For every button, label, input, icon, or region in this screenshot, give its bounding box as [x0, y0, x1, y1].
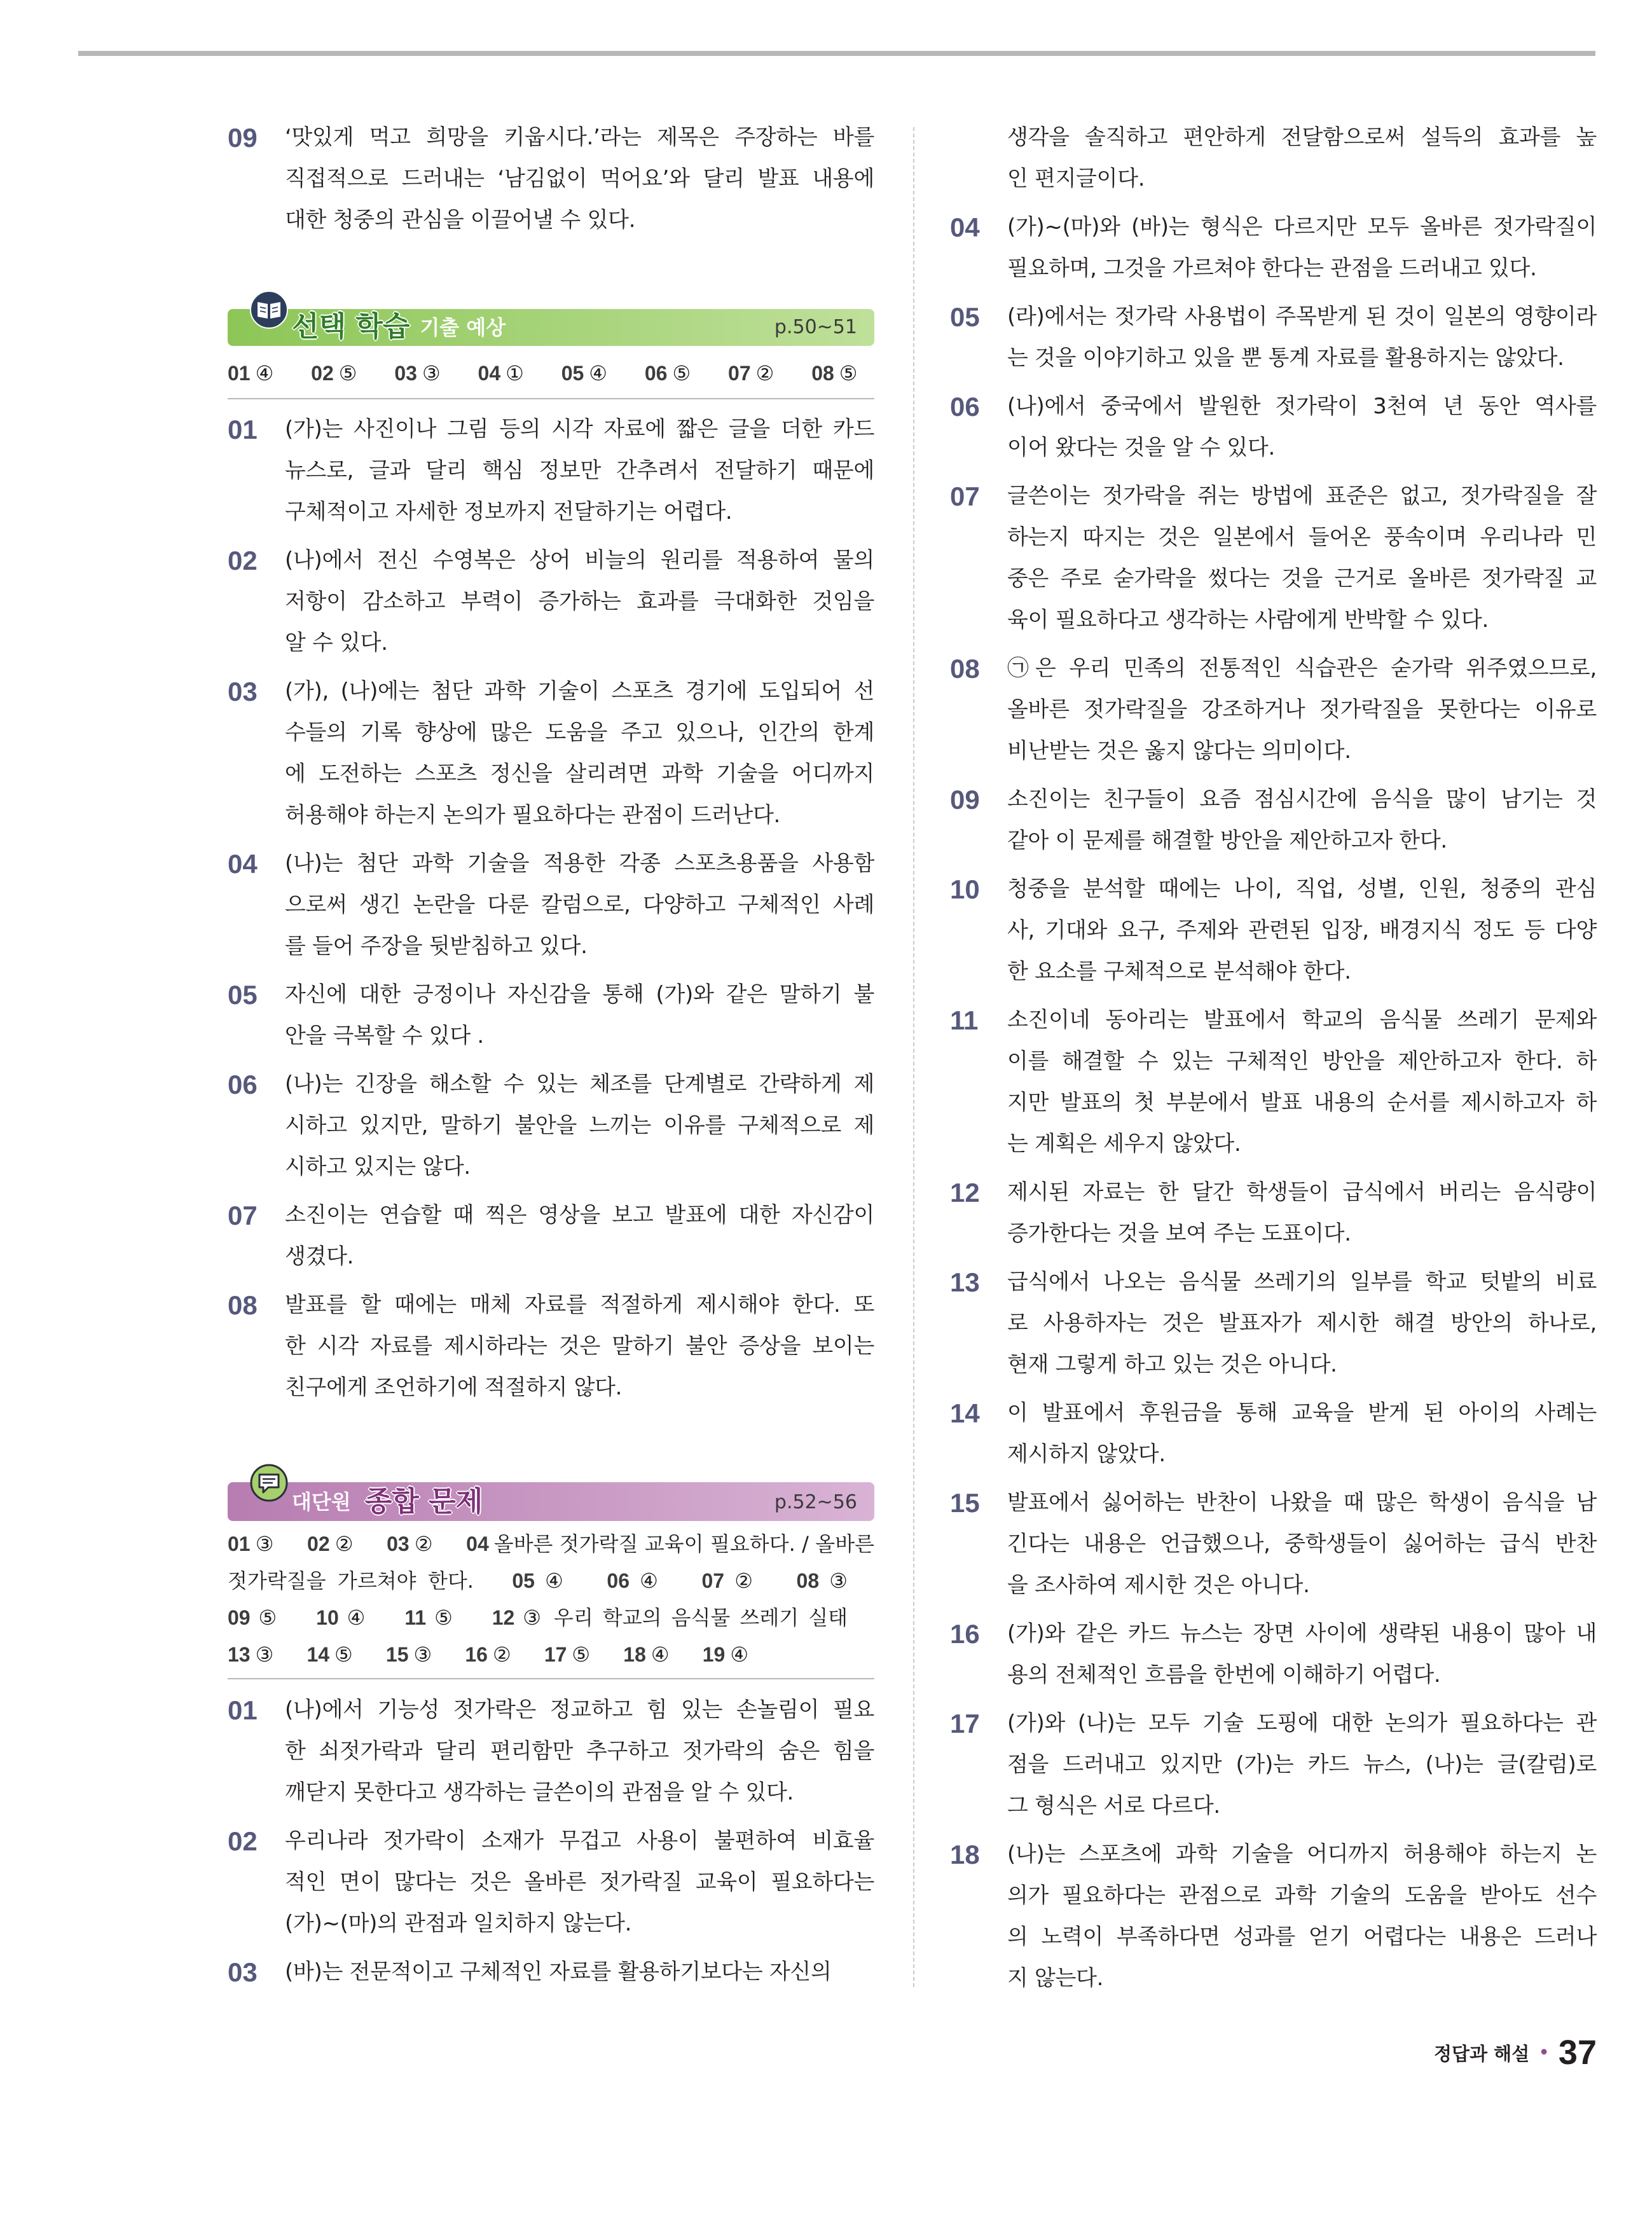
item-text — [1007, 386, 1597, 469]
item-number: 15 — [950, 1488, 980, 1518]
text-line: 이를 해결할 수 있는 구체적인 방안을 제안하고자 한다. 하 — [1007, 1049, 1597, 1074]
answer-number: 06 — [644, 362, 668, 385]
text-line: 증가한다는 것을 보여 주는 도표이다. — [1007, 1221, 1351, 1246]
explanation-item-16 — [950, 1613, 1597, 1696]
text-line: 시하고 있지는 않다. — [285, 1154, 471, 1180]
item-text — [285, 117, 874, 241]
answer-number: 03 — [394, 362, 417, 385]
answer-value: ④ — [255, 361, 274, 385]
item-number: 09 — [950, 785, 980, 815]
answer-value: 올바른 젓가락질 교육이 필요하다. / 올바른 젓가락질을 가르쳐야 한다. — [228, 1532, 875, 1593]
item-number: 04 — [228, 849, 258, 879]
item-text — [1007, 1000, 1597, 1165]
text-line: 깨닫지 못한다고 생각하는 글쓴이의 관점을 알 수 있다. — [285, 1780, 794, 1805]
explanation-item-09 — [950, 779, 1597, 862]
explanation-item-10 — [950, 869, 1597, 993]
answer-number: 19 — [702, 1643, 726, 1666]
text-line: 한 쇠젓가락과 달리 편리함만 추구하고 젓가락의 숨은 힘을 — [285, 1738, 874, 1764]
explanation-item-06 — [228, 1064, 874, 1188]
explanation-item-09 — [228, 117, 874, 241]
text-line: 알 수 있다. — [285, 630, 388, 656]
explanation-item-04 — [950, 207, 1597, 289]
explanation-item-01 — [228, 1690, 874, 1814]
answer-entry-16 — [465, 1642, 511, 1667]
answer-value: ③ — [422, 361, 441, 385]
text-line: 친구에게 조언하기에 적절하지 않다. — [285, 1375, 623, 1400]
item-number: 06 — [228, 1070, 258, 1099]
answer-value: ⑤ — [839, 361, 858, 385]
text-line: 그 형식은 서로 다르다. — [1007, 1793, 1220, 1819]
text-line: (바)는 전문적이고 구체적인 자료를 활용하기보다는 자신의 — [285, 1959, 832, 1985]
item-text — [285, 1195, 874, 1277]
item-text — [1007, 476, 1597, 641]
answer-value: ② — [414, 1532, 433, 1556]
text-line: 을 조사하여 제시한 것은 아니다. — [1007, 1573, 1310, 1598]
answer-entry-14 — [306, 1642, 352, 1667]
top-rule — [78, 51, 1595, 56]
text-line: 직접적으로 드러내는 ‘남김없이 먹어요’와 달리 발표 내용에 — [285, 166, 874, 191]
text-line: 한 시각 자료를 제시하라는 것은 말하기 불안 증상을 보이는 — [285, 1333, 874, 1359]
text-line: (가)와 같은 카드 뉴스는 장면 사이에 생략된 내용이 많아 내 — [1007, 1621, 1597, 1646]
answer-value: ⑤ — [431, 1606, 456, 1630]
column-divider — [913, 127, 914, 1987]
text-line: (나)에서 전신 수영복은 상어 비늘의 원리를 적용하여 물의 — [285, 547, 874, 573]
text-line: 글쓴이는 젓가락을 쥐는 방법에 표준은 없고, 젓가락질을 잘 — [1007, 483, 1597, 509]
section-subtitle: 기출 예상 — [420, 315, 506, 340]
text-line: 뉴스로, 글과 달리 핵심 정보만 간추려서 전달하기 때문에 — [285, 458, 874, 483]
answer-entry-01 — [228, 359, 305, 387]
text-line: 의 노력이 부족하다면 성과를 얻기 어렵다는 내용은 드러나 — [1007, 1924, 1597, 1950]
answer-value: ① — [506, 361, 524, 385]
explanation-item-01 — [228, 409, 874, 533]
answer-number: 14 — [306, 1643, 330, 1666]
explanation-item-06 — [950, 386, 1597, 469]
answer-key-unit-review — [228, 1525, 874, 1673]
answer-value: ③ — [255, 1532, 274, 1556]
footer-section-label: 정답과 해설 — [1434, 2042, 1530, 2065]
item-text — [285, 540, 874, 664]
text-line: (가)와 (나)는 모두 기술 도핑에 대한 논의가 필요하다는 관 — [1007, 1710, 1597, 1736]
item-number: 14 — [950, 1398, 980, 1428]
answer-entry-07 — [728, 359, 805, 387]
text-line: 발표에서 싫어하는 반찬이 나왔을 때 많은 학생이 음식을 남 — [1007, 1490, 1597, 1515]
answer-entry-06 — [645, 359, 722, 387]
text-line: 제시된 자료는 한 달간 학생들이 급식에서 버리는 음식량이 — [1007, 1180, 1597, 1205]
text-line: 우리나라 젓가락이 소재가 무겁고 사용이 불편하여 비효율 — [285, 1828, 874, 1854]
text-line: 로 사용하자는 것은 발표자가 제시한 해결 방안의 하나로, — [1007, 1311, 1597, 1336]
continued-text — [1007, 117, 1597, 200]
answer-entry-05 — [512, 1569, 568, 1593]
explanations-unit-review-right — [950, 117, 1597, 1999]
answer-entry-15 — [386, 1642, 432, 1667]
answer-number: 18 — [623, 1643, 646, 1666]
text-line: 적인 면이 많다는 것은 올바른 젓가락질 교육이 필요하다는 — [285, 1869, 874, 1895]
text-line: 하는지 따지는 것은 일본에서 들어온 풍속이며 우리나라 민 — [1007, 525, 1597, 550]
item-number: 06 — [950, 392, 980, 422]
explanation-item-03 — [228, 671, 874, 836]
answer-number: 13 — [228, 1643, 251, 1666]
answer-value: ③ — [255, 1642, 274, 1667]
text-line: 에 도전하는 스포츠 정신을 살리려면 과학 기술을 어디까지 — [285, 761, 874, 787]
answer-number: 15 — [385, 1643, 409, 1666]
item-number: 02 — [228, 1826, 258, 1856]
item-text — [285, 1820, 874, 1944]
text-line: (나)는 긴장을 해소할 수 있는 체조를 단계별로 간략하게 제 — [285, 1071, 874, 1097]
answer-number: 03 — [387, 1532, 410, 1555]
item-text — [285, 671, 874, 836]
answer-number: 11 — [404, 1606, 427, 1629]
section-page-range: p.50~51 — [774, 316, 857, 338]
explanations-unit-review-left — [228, 1690, 874, 1993]
answer-value: ② — [334, 1532, 354, 1556]
page-number: 37 — [1558, 2034, 1597, 2072]
text-line: 자신에 대한 긍정이나 자신감을 통해 (가)와 같은 말하기 불 — [285, 982, 874, 1007]
answer-entry-13 — [228, 1642, 273, 1667]
item-text — [1007, 1482, 1597, 1606]
text-line: (가)는 사진이나 그림 등의 시각 자료에 짧은 글을 더한 카드 — [285, 416, 874, 442]
explanation-item-03-continued — [950, 117, 1597, 200]
answer-value: ④ — [589, 361, 607, 385]
text-line: 이어 왔다는 것을 알 수 있다. — [1007, 435, 1276, 460]
answer-value: ④ — [634, 1569, 664, 1593]
text-line: 올바른 젓가락질을 강조하거나 젓가락질을 못한다는 이유로 — [1007, 697, 1597, 722]
text-line: 저항이 감소하고 부력이 증가하는 효과를 극대화한 것임을 — [285, 589, 874, 614]
section-header-selective-study — [228, 309, 874, 346]
answer-number: 08 — [796, 1569, 820, 1592]
answer-number: 17 — [544, 1643, 567, 1666]
answer-number: 04 — [466, 1532, 489, 1555]
section-label: 대단원 — [292, 1490, 351, 1514]
explanation-item-02 — [228, 1820, 874, 1944]
item-number: 07 — [950, 481, 980, 511]
text-line: 의가 필요하다는 관점으로 과학 기술의 도움을 받아도 선수 — [1007, 1883, 1597, 1908]
section-title: 선택 학습 — [292, 310, 410, 343]
item-text — [285, 409, 874, 533]
answer-number: 06 — [607, 1569, 630, 1592]
item-text — [285, 1064, 874, 1188]
item-text — [1007, 207, 1597, 289]
item-number: 12 — [950, 1178, 980, 1208]
answer-entry-17 — [544, 1642, 590, 1667]
answer-entry-01 — [228, 1532, 274, 1556]
item-text — [1007, 648, 1597, 772]
explanation-item-08 — [950, 648, 1597, 772]
answer-entry-08 — [811, 359, 888, 387]
answer-number: 09 — [228, 1606, 251, 1629]
section-title: 종합 문제 — [364, 1485, 483, 1518]
answer-value: ③ — [824, 1569, 848, 1593]
text-line: 같아 이 문제를 해결할 방안을 제안하고자 한다. — [1007, 828, 1447, 853]
answer-number: 05 — [561, 362, 584, 385]
text-line: (가), (나)에는 첨단 과학 기술이 스포츠 경기에 도입되어 선 — [285, 678, 874, 704]
text-line: 는 계획은 세우지 않았다. — [1007, 1131, 1241, 1157]
answer-number: 07 — [701, 1569, 725, 1592]
answer-entry-05 — [561, 359, 638, 387]
explanation-item-17 — [950, 1703, 1597, 1827]
answer-entry-08 — [797, 1569, 848, 1593]
answer-value: ③ — [413, 1642, 432, 1667]
text-line: (라)에서는 젓가락 사용법이 주목받게 된 것이 일본의 영향이라 — [1007, 304, 1597, 329]
text-line: ㉠은 우리 민족의 전통적인 식습관은 숟가락 위주였으므로, — [1007, 656, 1597, 681]
item-number: 08 — [950, 654, 980, 684]
answer-value: ⑤ — [255, 1606, 280, 1630]
item-text — [1007, 1172, 1597, 1255]
text-line: 필요하며, 그것을 가르쳐야 한다는 관점을 드러내고 있다. — [1007, 256, 1537, 281]
item-number: 16 — [950, 1619, 980, 1649]
text-line: 를 들어 주장을 뒷받침하고 있다. — [285, 933, 588, 959]
explanation-item-12 — [950, 1172, 1597, 1255]
answer-key-selective — [228, 359, 874, 387]
item-number: 18 — [950, 1840, 980, 1869]
explanation-item-07 — [228, 1195, 874, 1277]
answer-entry-04 — [478, 359, 555, 387]
answer-value: ④ — [730, 1642, 748, 1667]
answer-value: ② — [729, 1569, 759, 1593]
text-line: 대한 청중의 관심을 이끌어낼 수 있다. — [285, 207, 636, 233]
explanation-item-04 — [228, 843, 874, 967]
answer-entry-03 — [387, 1532, 433, 1556]
explanation-item-08 — [228, 1284, 874, 1408]
text-line: 허용해야 하는지 논의가 필요하다는 관점이 드러난다. — [285, 802, 781, 828]
text-line: 소진이네 동아리는 발표에서 학교의 음식물 쓰레기 문제와 — [1007, 1007, 1597, 1033]
item-text — [1007, 869, 1597, 993]
item-text — [1007, 779, 1597, 862]
item-number: 04 — [950, 212, 980, 242]
answer-entry-03 — [394, 359, 471, 387]
answer-value: ③ 우리 학교의 음식물 쓰레기 실태 — [520, 1606, 848, 1630]
item-text — [1007, 1834, 1597, 1999]
text-line: (나)에서 기능성 젓가락은 정교하고 힘 있는 손놀림이 필요 — [285, 1697, 874, 1723]
text-line: 지만 발표의 첫 부분에서 발표 내용의 순서를 제시하고자 하 — [1007, 1090, 1597, 1115]
answer-number: 01 — [228, 362, 251, 385]
text-line: 소진이는 연습할 때 찍은 영상을 보고 발표에 대한 자신감이 — [285, 1202, 874, 1228]
text-line: (나)는 첨단 과학 기술을 적용한 각종 스포츠용품을 사용함 — [285, 851, 874, 876]
item-number: 01 — [228, 415, 258, 444]
answer-entry-18 — [623, 1642, 669, 1667]
text-line: 생겼다. — [285, 1244, 354, 1269]
section-page-range: p.52~56 — [774, 1491, 857, 1513]
text-line: 안을 극복할 수 있다 . — [285, 1023, 484, 1049]
explanation-item-03 — [228, 1951, 874, 1993]
answer-entry-10 — [316, 1606, 368, 1630]
answer-number: 01 — [228, 1532, 251, 1555]
answer-number: 04 — [478, 362, 501, 385]
answer-number: 12 — [492, 1606, 515, 1629]
answer-entry-02 — [307, 1532, 354, 1556]
answer-number: 08 — [811, 362, 834, 385]
answer-entry-02 — [311, 359, 388, 387]
page-footer — [1434, 2032, 1597, 2073]
answer-value: ⑤ — [334, 1642, 353, 1667]
text-line: (가)~(마)의 관점과 일치하지 않는다. — [285, 1911, 632, 1936]
explanations-selective — [228, 409, 874, 1408]
item-number: 08 — [228, 1290, 258, 1320]
answer-number: 07 — [728, 362, 751, 385]
answer-value: ④ — [650, 1642, 670, 1667]
answer-entry-11 — [404, 1606, 455, 1630]
item-text — [1007, 1393, 1597, 1475]
item-number: 05 — [228, 980, 258, 1010]
item-number: 09 — [228, 123, 258, 153]
item-text — [285, 1690, 874, 1814]
text-line: 육이 필요하다고 생각하는 사람에게 반박할 수 있다. — [1007, 607, 1489, 633]
text-line: 수들의 기록 향상에 많은 도움을 주고 있으나, 인간의 한계 — [285, 720, 874, 745]
speech-bubble-icon — [249, 1463, 289, 1503]
answer-value: ④ — [343, 1606, 369, 1630]
text-line: 사, 기대와 요구, 주제와 관련된 입장, 배경지식 정도 등 다양 — [1007, 918, 1597, 943]
answer-number: 16 — [465, 1643, 488, 1666]
text-line: 지 않는다. — [1007, 1965, 1104, 1991]
answer-number: 02 — [307, 1532, 330, 1555]
answer-number: 02 — [311, 362, 334, 385]
book-icon — [249, 290, 289, 329]
text-line: (가)~(마)와 (바)는 형식은 다르지만 모두 올바른 젓가락질이 — [1007, 214, 1597, 240]
item-number: 02 — [228, 546, 258, 575]
explanation-item-13 — [950, 1262, 1597, 1386]
item-number: 13 — [950, 1267, 980, 1297]
text-line: 구체적이고 자세한 정보까지 전달하기는 어렵다. — [285, 499, 733, 525]
text-line: 시하고 있지만, 말하기 불안을 느끼는 이유를 구체적으로 제 — [285, 1113, 874, 1138]
item-text — [1007, 1613, 1597, 1696]
text-line: 용의 전체적인 흐름을 한번에 이해하기 어렵다. — [1007, 1662, 1441, 1688]
item-text — [285, 1284, 874, 1408]
item-number: 03 — [228, 1957, 258, 1987]
answer-value: ② — [492, 1642, 511, 1667]
text-line: 점을 드러내고 있지만 (가)는 카드 뉴스, (나)는 글(칼럼)로 — [1007, 1752, 1597, 1777]
footer-bullet: • — [1538, 2041, 1550, 2064]
item-text — [285, 843, 874, 967]
text-line: 긴다는 내용은 언급했으나, 중학생들이 싫어하는 급식 반찬 — [1007, 1531, 1597, 1557]
answer-entry-19 — [703, 1642, 748, 1667]
text-line: 이 발표에서 후원금을 통해 교육을 받게 된 아이의 사례는 — [1007, 1400, 1597, 1426]
answer-number: 05 — [512, 1569, 535, 1592]
item-text — [1007, 296, 1597, 379]
item-number: 01 — [228, 1695, 258, 1725]
item-number: 17 — [950, 1709, 980, 1738]
text-line: 제시하지 않았다. — [1007, 1442, 1166, 1467]
explanation-item-02 — [228, 540, 874, 664]
explanation-item-14 — [950, 1393, 1597, 1475]
item-number: 10 — [950, 874, 980, 904]
item-text — [1007, 1262, 1597, 1386]
explanation-item-15 — [950, 1482, 1597, 1606]
text-line: 급식에서 나오는 음식물 쓰레기의 일부를 학교 텃밭의 비료 — [1007, 1269, 1597, 1295]
answer-value: ⑤ — [572, 1642, 591, 1667]
answer-value: ② — [755, 361, 774, 385]
item-number: 07 — [228, 1201, 258, 1230]
text-line: 한 요소를 구체적으로 분석해야 한다. — [1007, 959, 1351, 984]
answer-key-divider — [228, 1678, 874, 1679]
answer-value: ⑤ — [672, 361, 691, 385]
explanation-item-05 — [228, 974, 874, 1057]
text-line: 소진이는 친구들이 요즘 점심시간에 음식을 많이 남기는 것 — [1007, 787, 1597, 812]
answer-key-divider — [228, 398, 874, 399]
text-line: 중은 주로 숟가락을 썼다는 것을 근거로 올바른 젓가락질 교 — [1007, 566, 1597, 591]
answer-value: ⑤ — [338, 361, 357, 385]
text-line: 생각을 솔직하고 편안하게 전달함으로써 설득의 효과를 높 — [1007, 125, 1597, 150]
text-line: (나)는 스포츠에 과학 기술을 어디까지 허용해야 하는지 논 — [1007, 1841, 1597, 1867]
answer-entry-12 — [492, 1606, 848, 1630]
text-line: 청중을 분석할 때에는 나이, 직업, 성별, 인원, 청중의 관심 — [1007, 876, 1597, 902]
item-text — [285, 974, 874, 1057]
section-header-unit-review — [228, 1482, 874, 1521]
text-line: 발표를 할 때에는 매체 자료를 적절하게 제시해야 한다. 또 — [285, 1292, 874, 1318]
answer-number: 10 — [316, 1606, 339, 1629]
text-line: 인 편지글이다. — [1007, 166, 1145, 191]
explanation-item-07 — [950, 476, 1597, 641]
answer-entry-06 — [607, 1569, 663, 1593]
text-line: 는 것을 이야기하고 있을 뿐 통계 자료를 활용하지는 않았다. — [1007, 345, 1564, 371]
text-line: 으로써 생긴 논란을 다룬 칼럼으로, 다양하고 구체적인 사례 — [285, 892, 874, 918]
explanation-item-05 — [950, 296, 1597, 379]
intro-item-block — [228, 117, 874, 241]
answer-value: ④ — [539, 1569, 569, 1593]
item-number: 11 — [950, 1005, 979, 1035]
item-text — [285, 1951, 874, 1993]
explanation-item-18 — [950, 1834, 1597, 1999]
answer-entry-09 — [228, 1606, 280, 1630]
item-number: 05 — [950, 302, 980, 332]
text-line: 비난받는 것은 옳지 않다는 의미이다. — [1007, 738, 1351, 764]
item-number: 03 — [228, 677, 258, 706]
answer-entry-07 — [701, 1569, 758, 1593]
text-line: (나)에서 중국에서 발원한 젓가락이 3천여 년 동안 역사를 — [1007, 394, 1597, 419]
item-text — [1007, 1703, 1597, 1827]
explanation-item-11 — [950, 1000, 1597, 1165]
text-line: 현재 그렇게 하고 있는 것은 아니다. — [1007, 1352, 1337, 1377]
text-line: ‘맛있게 먹고 희망을 키웁시다.’라는 제목은 주장하는 바를 — [285, 125, 874, 150]
